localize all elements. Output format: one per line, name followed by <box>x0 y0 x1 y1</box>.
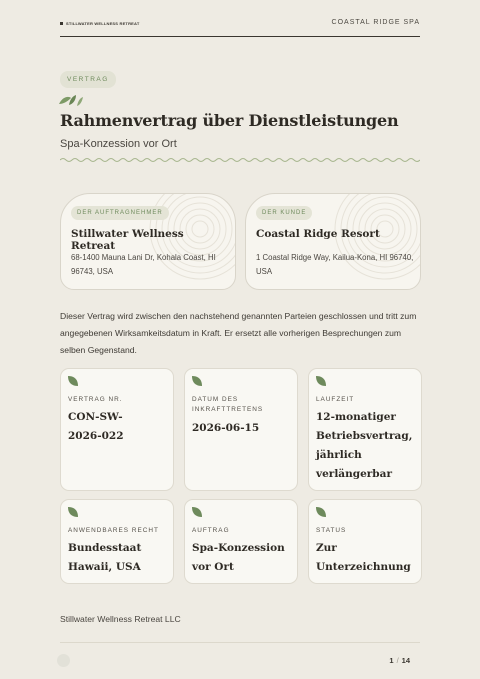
party-card-client <box>245 193 421 290</box>
detail-label: ANWENDBARES RECHT <box>68 527 159 534</box>
party-name: Coastal Ridge Resort <box>256 228 380 240</box>
detail-value: Zur Unterzeichnung <box>316 542 411 573</box>
page-title: Rahmenvertrag über Dienstleistungen <box>60 111 399 130</box>
leaf-icon <box>191 506 203 518</box>
intro-paragraph: Dieser Vertrag wird zwischen den nachstehend genannten Parteien geschlossen und tritt zum angegebenen Wirksamkeitsdatum in Kraft. Er ersetzt alle vorherigen Besprechungen zum selben Gegenstand. <box>60 311 417 355</box>
party-card-contractor <box>60 193 236 290</box>
detail-card-term <box>308 368 422 491</box>
detail-value: Spa-Konzession vor Ort <box>192 542 285 573</box>
leaf-icon <box>67 506 79 518</box>
party-address: 1 Coastal Ridge Way, Kailua-Kona, HI 96740, USA <box>256 253 414 276</box>
header-left-label: STILLWATER WELLNESS RETREAT <box>66 21 140 26</box>
page-separator: / <box>396 656 399 665</box>
page-subtitle: Spa-Konzession vor Ort <box>60 138 177 150</box>
wave-divider <box>60 156 420 164</box>
footer-company: Stillwater Wellness Retreat LLC <box>60 614 181 624</box>
document-type-badge: VERTRAG <box>60 71 116 88</box>
party-role-badge: DER KUNDE <box>256 206 312 220</box>
detail-label: VERTRAG NR. <box>68 396 123 403</box>
page-total: 14 <box>401 656 410 665</box>
detail-card-status <box>308 499 422 584</box>
footer-divider <box>60 642 420 643</box>
detail-card-effective-date <box>184 368 298 491</box>
detail-card-governing-law <box>60 499 174 584</box>
page-header <box>60 18 420 37</box>
header-right-label: COASTAL RIDGE SPA <box>331 19 420 26</box>
detail-value: 12-monatiger Betriebsvertrag, jährlich verlängerbar <box>316 411 413 480</box>
detail-card-assignment <box>184 499 298 584</box>
detail-value: CON-SW-2026-022 <box>68 411 124 442</box>
party-address: 68-1400 Mauna Lani Dr, Kohala Coast, HI 96743, USA <box>71 253 216 276</box>
detail-label: STATUS <box>316 527 347 534</box>
detail-value: Bundesstaat Hawaii, USA <box>68 542 142 573</box>
detail-label: AUFTRAG <box>192 527 230 534</box>
detail-card-contract-number <box>60 368 174 491</box>
party-role-badge: DER AUFTRAGNEHMER <box>71 206 169 220</box>
leaves-icon <box>58 93 84 107</box>
brand-mark <box>60 21 139 26</box>
leaf-icon <box>315 375 327 387</box>
page-indicator <box>389 656 410 665</box>
detail-label: LAUFZEIT <box>316 396 355 403</box>
leaf-icon <box>67 375 79 387</box>
page-current: 1 <box>389 656 394 665</box>
footer-circle-icon <box>57 654 70 667</box>
leaf-icon <box>191 375 203 387</box>
detail-label: DATUM DES INKRAFTTRETENS <box>192 396 264 413</box>
party-name: Stillwater Wellness Retreat <box>71 228 184 252</box>
detail-value: 2026-06-15 <box>192 422 260 434</box>
brand-dot-icon <box>60 22 63 25</box>
leaf-icon <box>315 506 327 518</box>
